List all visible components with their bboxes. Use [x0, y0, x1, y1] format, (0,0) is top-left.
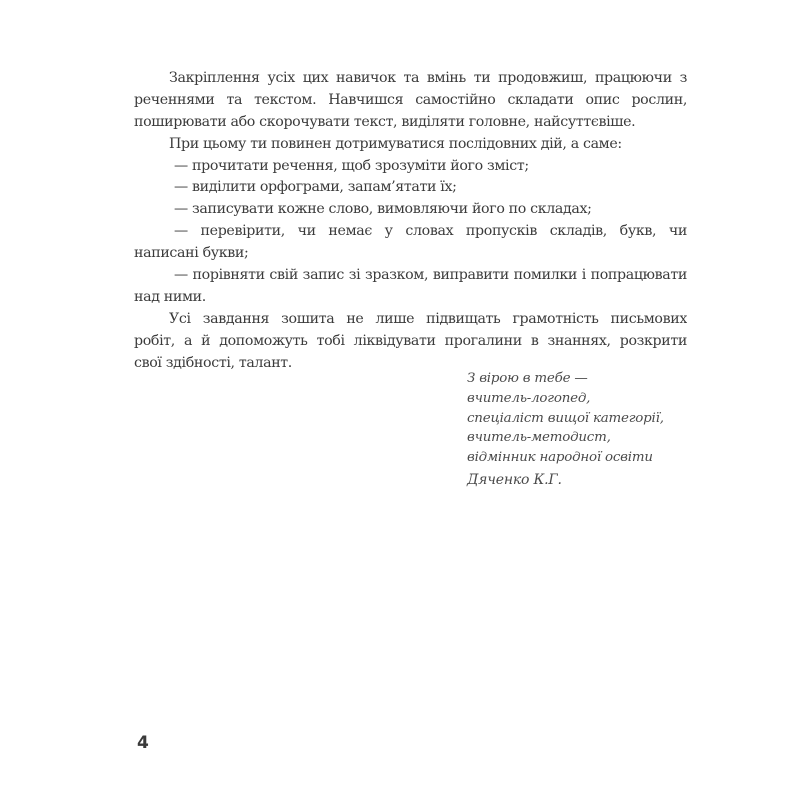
signature-line: відмінник народної освіти [467, 450, 653, 466]
paragraph-line: При цьому ти повинен дотримуватися послідовних дій, а саме: [169, 135, 622, 152]
paragraph-line: реченнями та текстом. Навчишся самостійно складати опис рослин, [134, 91, 687, 108]
signature-block [467, 369, 697, 491]
signature-line: вчитель-методист, [467, 430, 611, 446]
paragraph-line: Усі завдання зошита не лише підвищать грамотність письмових [169, 310, 687, 327]
list-item: — виділити орфограми, запам’ятати їх; [174, 179, 457, 196]
list-item-continuation: написані букви; [134, 245, 249, 262]
page-number: 4 [137, 733, 149, 753]
author-name: Дяченко К.Г. [467, 471, 562, 488]
body-text [134, 68, 687, 374]
paragraph-line: свої здібності, талант. [134, 354, 292, 371]
list-item: — прочитати речення, щоб зрозуміти його зміст; [174, 157, 529, 174]
signature-line: вчитель-логопед, [467, 390, 591, 406]
list-item: — записувати кожне слово, вимовляючи його по складах; [174, 201, 592, 218]
signature-line: З вірою в тебе — [467, 371, 588, 386]
signature-line: спеціаліст вищої категорії, [467, 410, 664, 426]
list-item: — порівняти свій запис зі зразком, виправити помилки і попрацювати [174, 267, 687, 284]
paragraph-line: поширювати або скорочувати текст, виділяти головне, найсуттєвіше. [134, 113, 636, 130]
paragraph-line: Закріплення усіх цих навичок та вмінь ти продовжиш, працюючи з [169, 70, 687, 86]
paragraph-line: робіт, а й допоможуть тобі ліквідувати прогалини в знаннях, розкрити [134, 332, 687, 349]
list-item-continuation: над ними. [134, 288, 206, 305]
list-item: — перевірити, чи немає у словах пропусків складів, букв, чи [174, 223, 687, 240]
